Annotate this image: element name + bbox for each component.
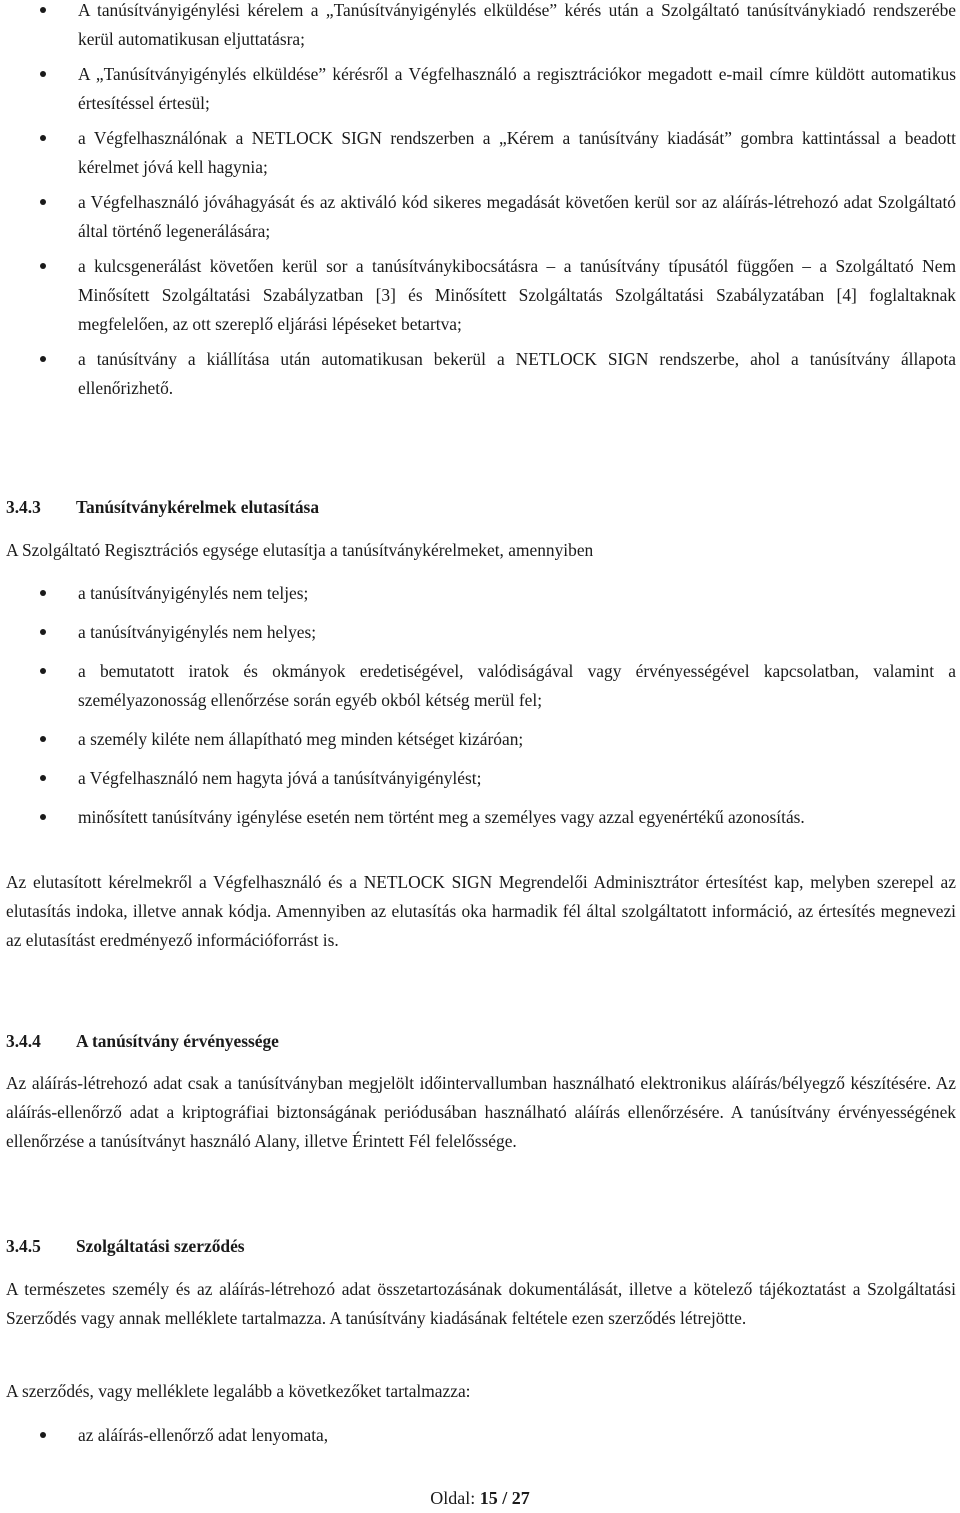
list-item: a Végfelhasználó jóváhagyását és az aktiváló kód sikeres megadását követően kerül sor az aláírás-létrehozó adat Szolgáltató által történő legenerálására; xyxy=(6,188,956,246)
procedure-list-block xyxy=(6,0,956,403)
page-number: 15 / 27 xyxy=(479,1488,530,1508)
list-item: a bemutatott iratok és okmányok eredetiségével, valódiságával vagy érvényességével kapcsolatban, valamint a személyazonosság ellenőrzése során egyéb okból kétség merül fel; xyxy=(6,657,956,715)
list-item: a Végfelhasználónak a NETLOCK SIGN rendszerben a „Kérem a tanúsítvány kiadását” gombra kattintással a beadott kérelmet jóvá kell hagynia; xyxy=(6,124,956,182)
list-item: az aláírás-ellenőrző adat lenyomata, xyxy=(6,1421,956,1450)
list-item: a személy kiléte nem állapítható meg minden kétséget kizáróan; xyxy=(6,725,956,754)
list-item: A tanúsítványigénylési kérelem a „Tanúsítványigénylés elküldése” kérés után a Szolgáltató tanúsítványkiadó rendszerébe kerül automatikusan eljuttatásra; xyxy=(6,0,956,54)
list-item: a tanúsítvány a kiállítása után automatikusan bekerül a NETLOCK SIGN rendszerbe, ahol a tanúsítvány állapota ellenőrizhető. xyxy=(6,345,956,403)
page-label: Oldal: xyxy=(430,1488,476,1508)
contract-list xyxy=(6,1421,956,1450)
validity-paragraph: Az aláírás-létrehozó adat csak a tanúsítványban megjelölt időintervallumban használható elektronikus aláírás/bélyegző készítésére. Az aláírás-ellenőrző adat a kriptográfiai biztonságának periódusában használható aláírás ellenőrzésére. A tanúsítvány érvényességének ellenőrzése a tanúsítványt használó Alany, illetve Érintett Fél felelőssége. xyxy=(6,1073,956,1151)
list-item: minősített tanúsítvány igénylése esetén nem történt meg a személyes vagy azzal egyenértékű azonosítás. xyxy=(6,803,956,832)
section-heading-3-4-5 xyxy=(6,1232,956,1261)
section-number: 3.4.3 xyxy=(6,497,41,517)
section-intro: A Szolgáltató Regisztrációs egysége elutasítja a tanúsítványkérelmeket, amennyiben xyxy=(6,540,594,560)
rejection-list xyxy=(6,579,956,832)
contract-list-block xyxy=(6,1421,956,1450)
rejection-list-block xyxy=(6,579,956,832)
contract-intro: A szerződés, vagy melléklete legalább a következőket tartalmazza: xyxy=(6,1381,471,1401)
list-item: a Végfelhasználó nem hagyta jóvá a tanúsítványigénylést; xyxy=(6,764,956,793)
section-number: 3.4.5 xyxy=(6,1236,41,1256)
section-heading-3-4-4 xyxy=(6,1027,956,1056)
section-number: 3.4.4 xyxy=(6,1031,41,1051)
list-item: a tanúsítványigénylés nem helyes; xyxy=(6,618,956,647)
section-heading-3-4-3 xyxy=(6,493,956,522)
procedure-list xyxy=(6,0,956,403)
contract-paragraph: A természetes személy és az aláírás-létrehozó adat összetartozásának dokumentálását, illetve a kötelező tájékoztatást a Szolgáltatási Szerződés vagy annak melléklete tartalmazza. A tanúsítvány kiadásának feltétele ezen szerződés létrejötte. xyxy=(6,1279,956,1328)
page-footer xyxy=(0,1484,960,1513)
list-item: A „Tanúsítványigénylés elküldése” kérésről a Végfelhasználó a regisztrációkor megadott e-mail címre küldött automatikus értesítéssel értesül; xyxy=(6,60,956,118)
section-title: Szolgáltatási szerződés xyxy=(76,1236,245,1256)
section-title: Tanúsítványkérelmek elutasítása xyxy=(76,497,320,517)
list-item: a kulcsgenerálást követően kerül sor a tanúsítványkibocsátásra – a tanúsítvány típusától függően – a Szolgáltató Nem Minősített Szolgáltatási Szabályzatban [3] és Minősített Szolgáltatás Szolgáltatási Szabályzatában [4] foglaltaknak megfelelően, az ott szereplő eljárási lépéseket betartva; xyxy=(6,252,956,339)
rejection-closing-paragraph: Az elutasított kérelmekről a Végfelhasználó és a NETLOCK SIGN Megrendelői Adminisztrátor értesítést kap, melyben szerepel az elutasítás indoka, illetve annak kódja. Amennyiben az elutasítás oka harmadik fél által szolgáltatott információ, az értesítés megnevezi az elutasítást eredményező információforrást is. xyxy=(6,872,956,950)
section-title: A tanúsítvány érvényessége xyxy=(76,1031,279,1051)
list-item: a tanúsítványigénylés nem teljes; xyxy=(6,579,956,608)
